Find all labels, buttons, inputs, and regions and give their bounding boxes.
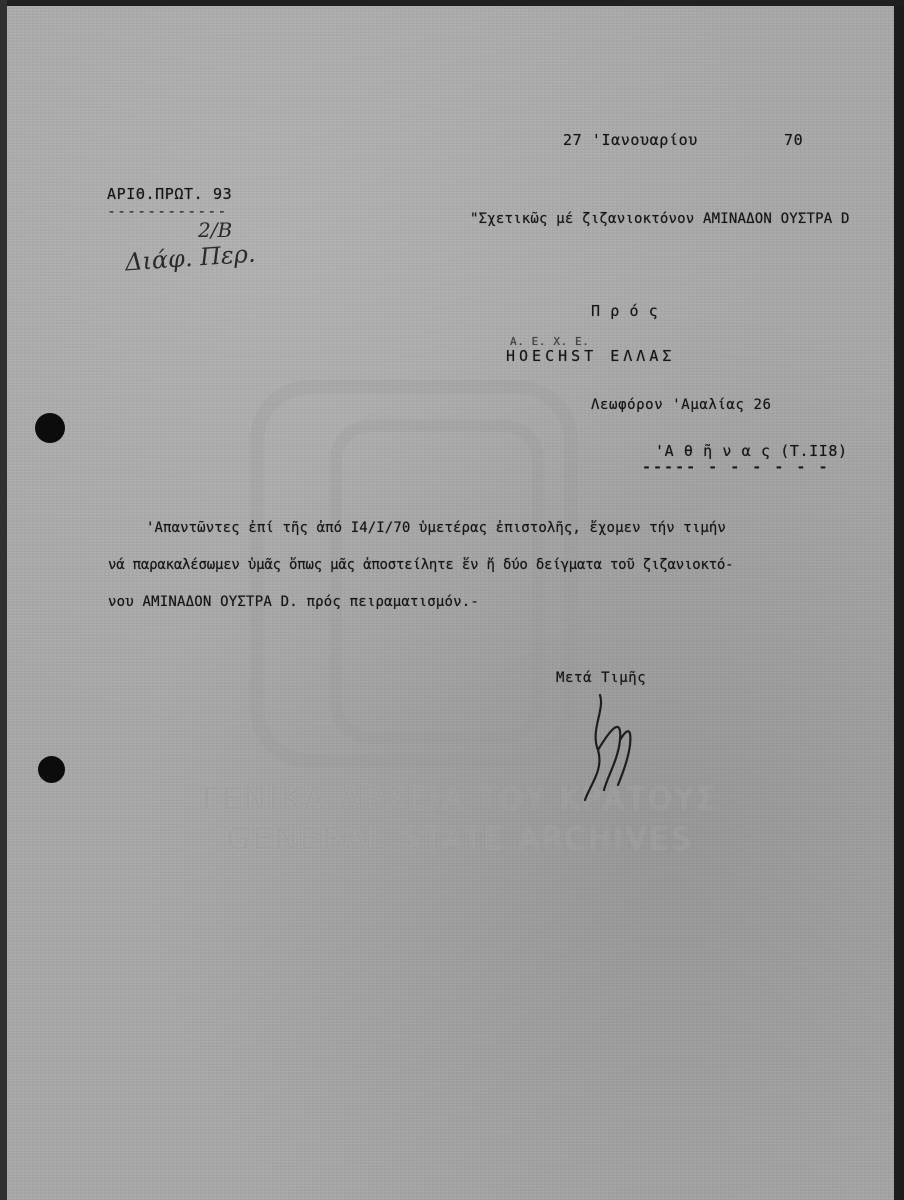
protocol-number: ΑΡΙΘ.ΠΡΩΤ. 93 bbox=[107, 185, 233, 203]
watermark-line-2: GENERAL STATE ARCHIVES bbox=[226, 822, 694, 857]
subject-line: "Σχετικῶς μέ ζιζανιοκτόνον AMINAΔON OYΣTPA D bbox=[470, 211, 850, 227]
recipient-pros: Π ρ ό ς bbox=[591, 302, 659, 320]
body-line-2: νά παρακαλέσωμεν ὑμᾶς ὅπως μᾶς ἀποστείλητε ἕν ἤ δύο δείγματα τοῦ ζιζανιοκτό- bbox=[108, 557, 734, 573]
body-line-3: νου AMINAΔON OYΣTPA D. πρός πειραματισμόν.- bbox=[108, 594, 480, 610]
closing-salutation: Μετά Τιμῆς bbox=[556, 670, 647, 686]
watermark-line-1: ΓΕΝΙΚΑ ΑΡΧΕΙΑ ΤΟΥ ΚΡΑΤΟΥΣ bbox=[201, 782, 719, 817]
punch-hole-icon bbox=[35, 413, 65, 443]
recipient-city: 'Α θ ῆ ν α ς (T.II8) bbox=[655, 442, 848, 460]
handwritten-note-line-1: 2/B bbox=[198, 218, 233, 242]
date-day-month: 27 'Ιανουαρίου bbox=[563, 131, 698, 149]
recipient-company: HOECHST ΕΛΛΑΣ bbox=[506, 347, 676, 365]
watermark bbox=[180, 780, 740, 860]
watermark-logo-shape-inner bbox=[330, 420, 544, 744]
body-line-1: 'Απαντῶντες ἐπί τῆς ἀπό I4/I/70 ὑμετέρας ἐπιστολῆς, ἔχομεν τήν τιμήν bbox=[146, 520, 726, 536]
date-year: 70 bbox=[784, 131, 804, 149]
punch-hole-icon bbox=[38, 756, 65, 783]
handwritten-note-line-2: Διάφ. Περ. bbox=[124, 239, 257, 277]
protocol-underline: ------------ bbox=[107, 202, 228, 220]
recipient-city-underline: ----- - - - - - - bbox=[642, 458, 830, 476]
recipient-street: Λεωφόρον 'Αμαλίας 26 bbox=[591, 397, 772, 413]
signature-mark-icon bbox=[560, 690, 650, 810]
scan-edge-left bbox=[0, 0, 7, 1200]
scan-edge-top bbox=[0, 0, 904, 6]
recipient-company-prefix: Α. Ε. Χ. Ε. bbox=[510, 335, 590, 348]
